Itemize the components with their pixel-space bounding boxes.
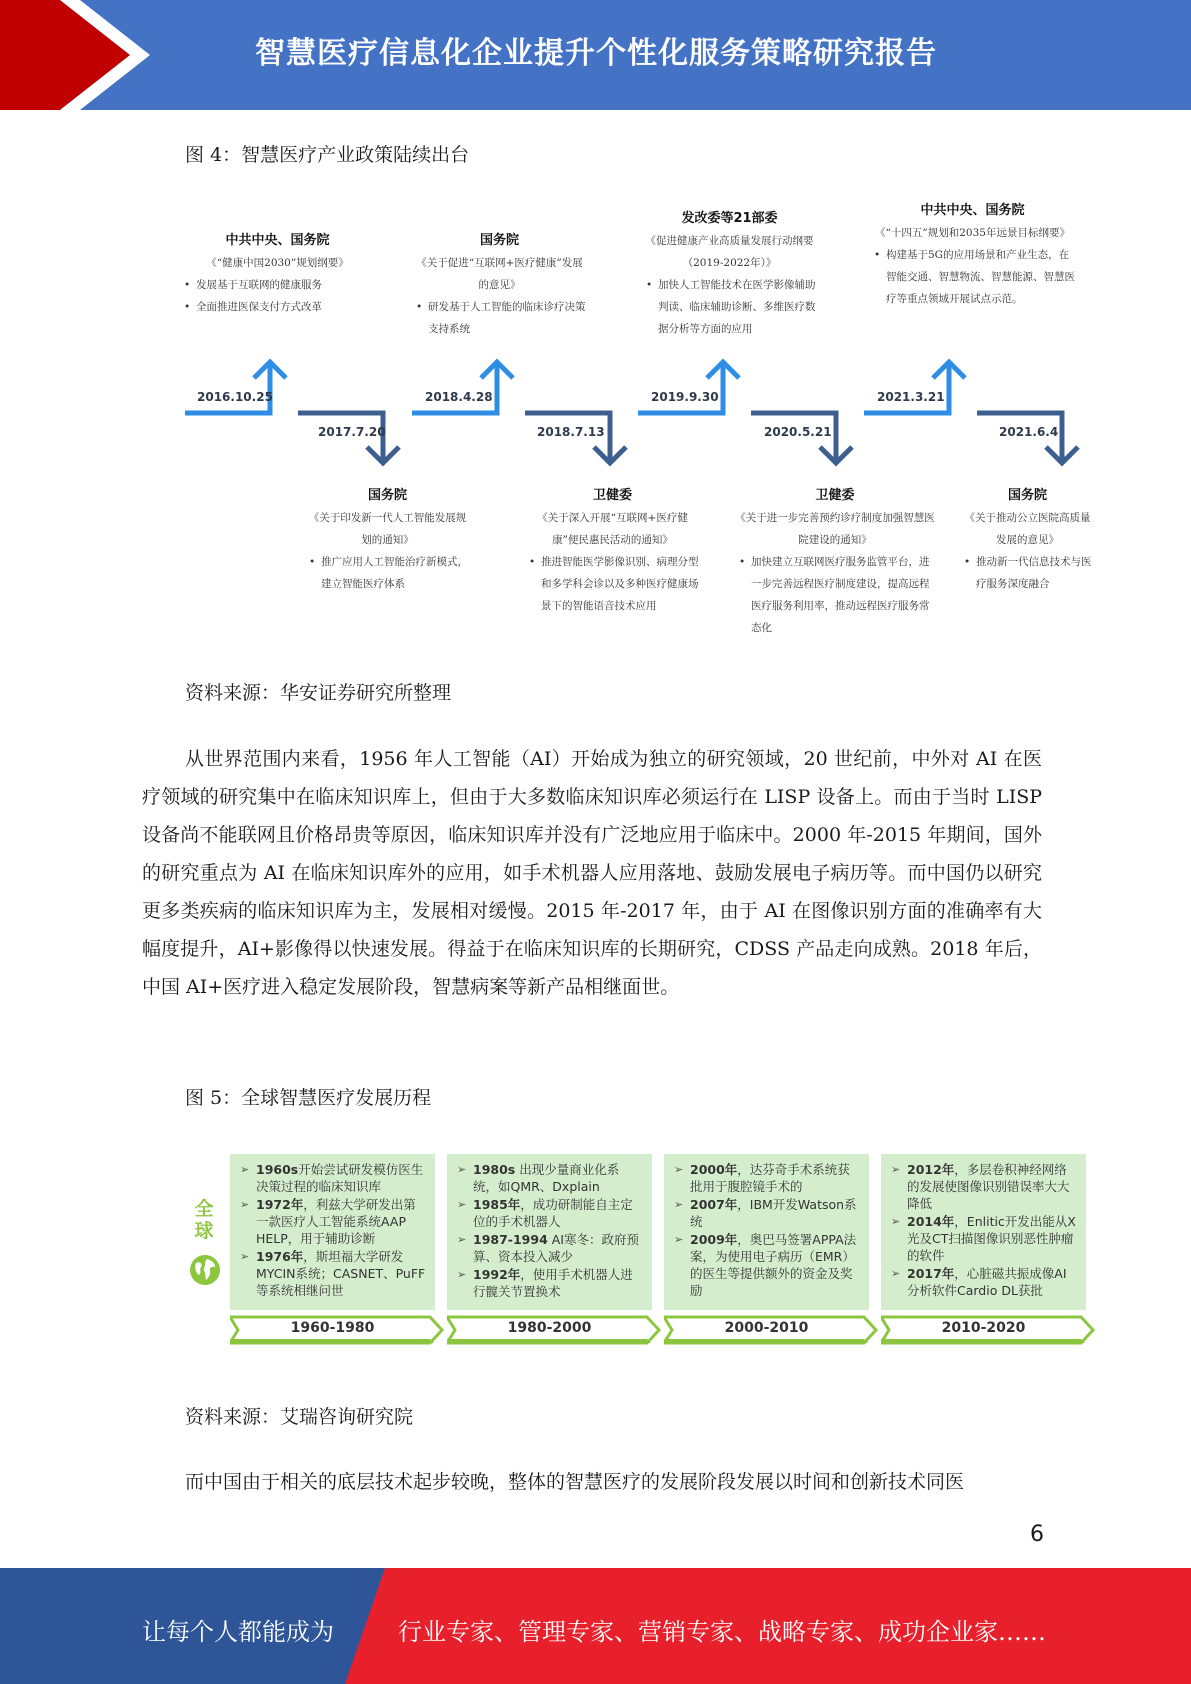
event-date: 2021.3.21 [877, 390, 945, 404]
report-title: 智慧医疗信息化企业提升个性化服务策略研究报告 [255, 36, 937, 71]
event-doc: 《关于进一步完善预约诊疗制度加强智慧医院建设的通知》 [735, 512, 935, 546]
event-org: 中共中央、国务院 [920, 203, 1025, 218]
period-item: ➢ 1960s开始尝试研发模仿医生决策过程的临床知识库 [240, 1161, 427, 1195]
body-paragraph: 而中国由于相关的底层技术起步较晚，整体的智慧医疗的发展阶段发展以时间和创新技术同医 [185, 1471, 965, 1493]
event-date: 2018.7.13 [537, 425, 605, 439]
period-item: ➢ 1992年，使用手术机器人进行髋关节置换术 [457, 1266, 644, 1300]
period-label: 2000-2010 [724, 1320, 809, 1336]
header-chevron-icon [0, 0, 150, 110]
period-item: ➢ 2014年，Enlitic开发出能从X光及CT扫描图像识别恶性肿瘤的软件 [891, 1213, 1078, 1264]
event-date: 2018.4.28 [425, 390, 493, 404]
globe-icon [188, 1253, 222, 1287]
period-label: 1960-1980 [290, 1320, 375, 1336]
event-org: 中共中央、国务院 [225, 233, 330, 248]
period-item: ➢ 2007年，IBM开发Watson系统 [674, 1196, 861, 1230]
event-doc: 《关于推动公立医院高质量发展的意见》 [964, 512, 1091, 546]
policy-event-2019 [642, 208, 817, 340]
period-box-1960 [230, 1154, 435, 1310]
event-date: 2020.5.21 [764, 425, 832, 439]
event-org: 发改委等21部委 [681, 211, 778, 226]
figure4-caption: 图 4：智慧医疗产业政策陆续出台 [185, 144, 470, 166]
event-bullet: • 全面推进医保支付方式改革 [180, 296, 375, 318]
footer-slogan-right: 行业专家、管理专家、营销专家、战略专家、成功企业家…… [398, 1618, 1046, 1646]
event-doc: 《关于深入开展“互联网+医疗健康”便民惠民活动的通知》 [537, 512, 688, 546]
figure4-policy-timeline [180, 200, 1095, 640]
footer-slogan-left: 让每个人都能成为 [142, 1618, 334, 1646]
event-org: 卫健委 [815, 488, 855, 503]
event-date: 2017.7.20 [318, 425, 386, 439]
event-org: 国务院 [1007, 488, 1047, 503]
event-bullet: • 推动新一代信息技术与医疗服务深度融合 [960, 551, 1095, 595]
policy-event-2017 [305, 485, 470, 595]
event-bullet: • 加快人工智能技术在医学影像辅助判读、临床辅助诊断、多维医疗数据分析等方面的应用 [642, 274, 817, 340]
policy-event-2021-03 [870, 200, 1075, 310]
event-date: 2021.6.4 [999, 425, 1059, 439]
period-label: 2010-2020 [941, 1320, 1026, 1336]
event-date: 2019.9.30 [651, 390, 719, 404]
period-box-2010 [881, 1154, 1086, 1310]
event-date: 2016.10.25 [197, 390, 273, 404]
event-doc: 《关于促进“互联网+医疗健康”发展的意见》 [416, 257, 583, 291]
policy-event-2018-04 [412, 230, 587, 340]
event-doc: 《“十四五”规划和2035年远景目标纲要》 [875, 227, 1070, 239]
period-item: ➢ 1976年，斯坦福大学研发MYCIN系统；CASNET、PuFF等系统相继问世 [240, 1248, 427, 1299]
figure5-caption: 图 5：全球智慧医疗发展历程 [185, 1087, 432, 1109]
period-item: ➢ 2009年，奥巴马签署APPA法案，为使用电子病历（EMR）的医生等提供额外的资金及奖励 [674, 1231, 861, 1299]
period-item: ➢ 1985年，成功研制能自主定位的手术机器人 [457, 1196, 644, 1230]
page-number: 6 [1030, 1522, 1044, 1547]
policy-event-2016 [180, 230, 375, 318]
policy-event-2021-06 [960, 485, 1095, 595]
event-doc: 《关于印发新一代人工智能发展规划的通知》 [308, 512, 467, 546]
figure4-source: 资料来源：华安证券研究所整理 [185, 682, 452, 704]
body-paragraph: 从世界范围内来看，1956 年人工智能（AI）开始成为独立的研究领域，20 世纪前，中外对 AI 在医疗领域的研究集中在临床知识库上，但由于大多数临床知识库必须运行在 LISP 设备上。而由于当时 LISP 设备尚不能联网且价格昂贵等原因，临床知识库并没有广泛地应用于临床中。2000 年-2015 年期间，国外的研究重点为 AI 在临床知识库外的应用，如手术机器人应用落地、鼓励发展电子病历等。而中国仍以研究更多类疾病的临床知识库为主，发展相对缓慢。2015 年-2017 年，由于 AI 在图像识别方面的准确率有大幅度提升，AI+影像得以快速发展。得益于在临床知识库的长期研究，CDSS 产品走向成熟。2018 年后，中国 AI+医疗进入稳定发展阶段，智慧病案等新产品相继面世。 [142, 748, 1042, 998]
event-org: 国务院 [479, 233, 519, 248]
period-label: 1980-2000 [507, 1320, 592, 1336]
period-item: ➢ 1980s 出现少量商业化系统，如QMR、Dxplain [457, 1161, 644, 1195]
event-org: 卫健委 [592, 488, 632, 503]
period-item: ➢ 2017年，心脏磁共振成像AI分析软件Cardio DL获批 [891, 1265, 1078, 1299]
figure5-global-timeline [180, 1150, 1095, 1345]
page-header [0, 0, 1191, 110]
event-bullet: • 推进智能医学影像识别、病理分型和多学科会诊以及多种医疗健康场景下的智能语音技术应用 [525, 551, 700, 617]
period-item: ➢ 2000年，达芬奇手术系统获批用于腹腔镜手术的 [674, 1161, 861, 1195]
policy-event-2020 [735, 485, 935, 639]
period-item: ➢ 2012年，多层卷积神经网络的发展使图像识别错误率大大降低 [891, 1161, 1078, 1212]
event-bullet: • 研发基于人工智能的临床诊疗决策支持系统 [412, 296, 587, 340]
page-footer [0, 1568, 1191, 1684]
event-bullet: • 发展基于互联网的健康服务 [180, 274, 375, 296]
figure5-source: 资料来源：艾瑞咨询研究院 [185, 1406, 414, 1428]
period-box-2000 [664, 1154, 869, 1310]
globe-column [180, 1150, 230, 1310]
event-bullet: • 推广应用人工智能治疗新模式，建立智能医疗体系 [305, 551, 470, 595]
event-doc: 《“健康中国2030”规划纲要》 [206, 257, 349, 269]
period-item: ➢ 1972年，利兹大学研发出第一款医疗人工智能系统AAP HELP，用于辅助诊断 [240, 1196, 427, 1247]
period-item: ➢ 1987-1994 AI寒冬：政府预算、资本投入减少 [457, 1231, 644, 1265]
period-box-1980 [447, 1154, 652, 1310]
policy-event-2018-07 [525, 485, 700, 617]
event-doc: 《促进健康产业高质量发展行动纲要（2019-2022年）》 [645, 235, 814, 269]
globe-label: 全球 [194, 1198, 214, 1242]
event-bullet: • 构建基于5G的应用场景和产业生态，在智能交通、智慧物流、智慧能源、智慧医疗等重点领域开展试点示范。 [870, 244, 1075, 310]
event-bullet: • 加快建立互联网医疗服务监管平台，进一步完善远程医疗制度建设，提高远程医疗服务利用率，推动远程医疗服务常态化 [735, 551, 935, 639]
event-org: 国务院 [367, 488, 407, 503]
